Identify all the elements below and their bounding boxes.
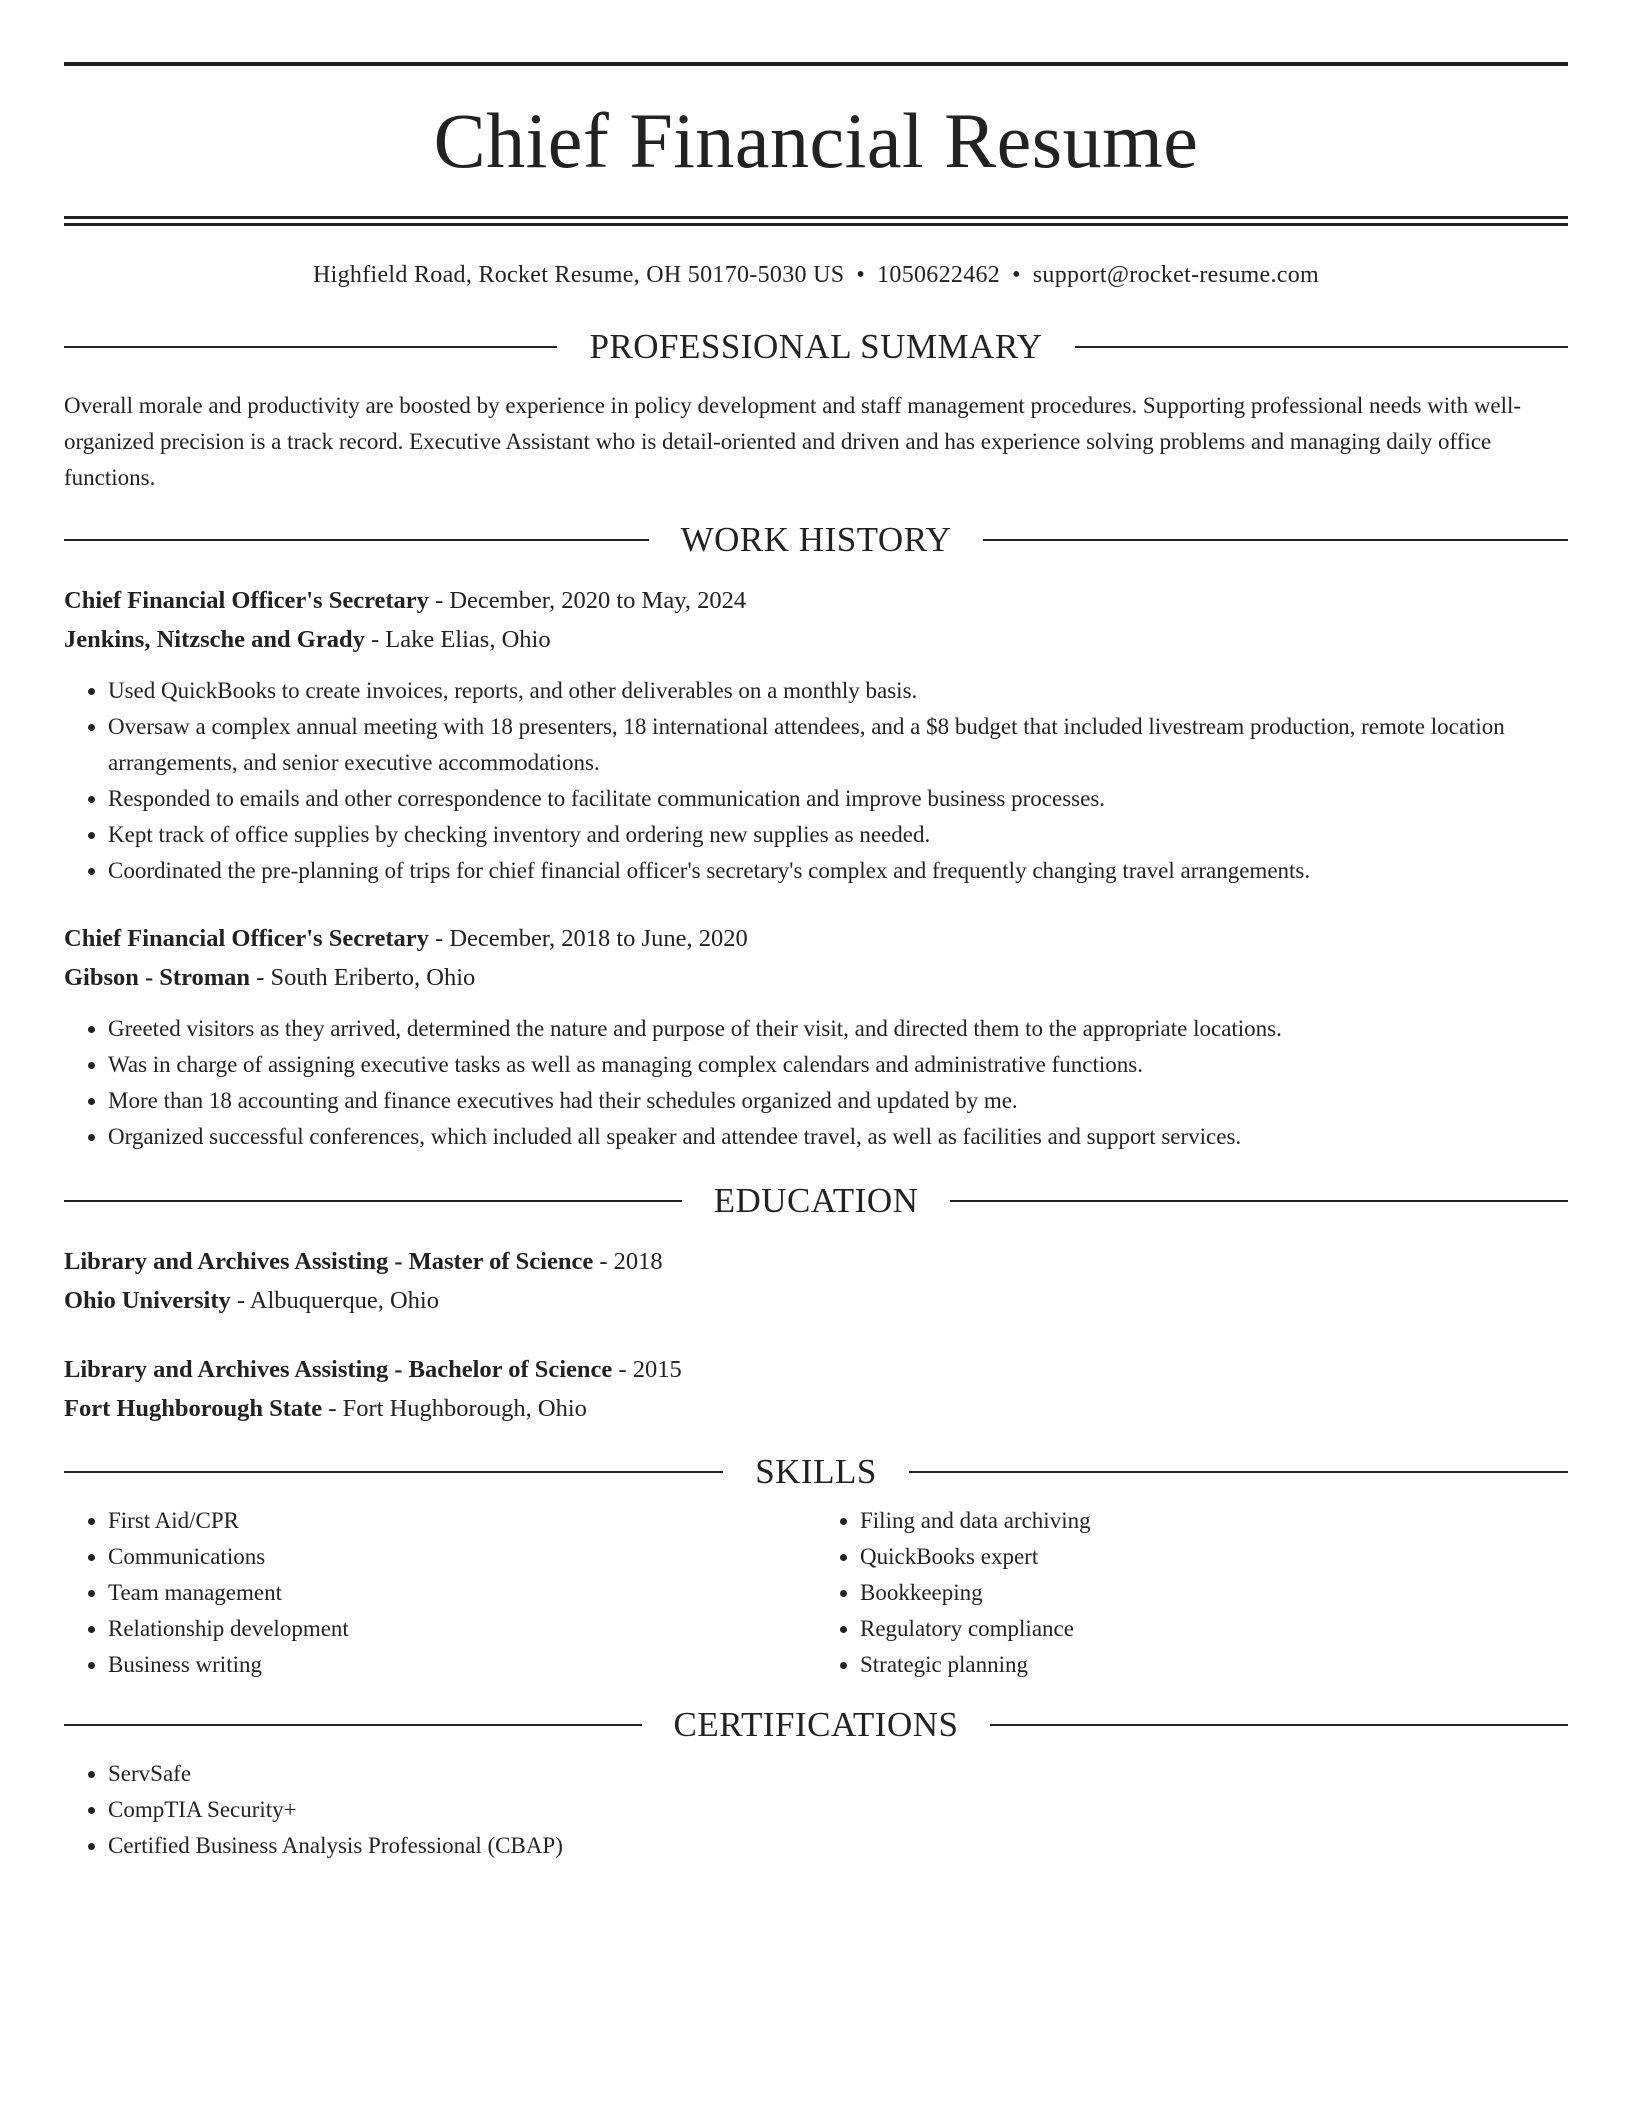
list-item: • Was in charge of assigning executive tasks as well as managing complex calendars and administrative functions.: [108, 1047, 1568, 1083]
list-item: • Greeted visitors as they arrived, determined the nature and purpose of their visit, and directed them to the appropriate locations.: [108, 1011, 1568, 1047]
skills-columns: [64, 1503, 1568, 1683]
list-item: • Kept track of office supplies by checking inventory and ordering new supplies as needed.: [108, 817, 1568, 853]
degree-year: - 2015: [612, 1356, 682, 1383]
school-location: - Albuquerque, Ohio: [230, 1287, 439, 1314]
school: Fort Hughborough State: [64, 1395, 323, 1422]
degree-line: [64, 1242, 1568, 1281]
list-item: • Communications: [108, 1539, 816, 1575]
section-heading-education: [64, 1183, 1568, 1218]
school-line: [64, 1281, 1568, 1320]
certifications-list: [64, 1756, 1568, 1864]
job-title: Chief Financial Officer's Secretary: [64, 925, 429, 952]
list-item: • Filing and data archiving: [860, 1503, 1568, 1539]
top-rule: [64, 62, 1568, 66]
job-title-line: [64, 919, 1568, 958]
title-double-rule: [64, 216, 1568, 226]
heading-rule: [950, 1200, 1568, 1202]
list-item: • More than 18 accounting and finance executives had their schedules organized and updated by me.: [108, 1083, 1568, 1119]
section-title: PROFESSIONAL SUMMARY: [589, 327, 1043, 366]
job-company: Gibson - Stroman: [64, 964, 251, 991]
list-item: • Used QuickBooks to create invoices, reports, and other deliverables on a monthly basis.: [108, 673, 1568, 709]
section-heading-certifications: [64, 1707, 1568, 1742]
list-item: • Strategic planning: [860, 1647, 1568, 1683]
list-item: • Regulatory compliance: [860, 1611, 1568, 1647]
job-company-line: [64, 620, 1568, 659]
list-item: • Relationship development: [108, 1611, 816, 1647]
contact-email: support@rocket-resume.com: [1032, 262, 1319, 288]
job-bullets: [64, 1011, 1568, 1155]
skills-list-right: [816, 1503, 1568, 1683]
contact-address: Highfield Road, Rocket Resume, OH 50170-5030 US: [313, 262, 845, 288]
heading-rule: [64, 539, 649, 541]
list-item: • Certified Business Analysis Professional (CBAP): [108, 1828, 1568, 1864]
job-location: - Lake Elias, Ohio: [364, 626, 551, 653]
list-item: • CompTIA Security+: [108, 1792, 1568, 1828]
school-location: - Fort Hughborough, Ohio: [322, 1395, 587, 1422]
resume-title: Chief Financial Resume: [433, 97, 1199, 184]
section-heading-skills: [64, 1454, 1568, 1489]
heading-rule: [983, 539, 1568, 541]
contact-line: [64, 262, 1568, 289]
school: Ohio University: [64, 1287, 231, 1314]
education-entry: [64, 1242, 1568, 1320]
degree-year: - 2018: [593, 1248, 663, 1275]
job-bullets: [64, 673, 1568, 889]
heading-rule: [64, 1724, 642, 1726]
job-dates: - December, 2020 to May, 2024: [428, 587, 747, 614]
list-item: • Coordinated the pre-planning of trips for chief financial officer's secretary's complex and frequently changing travel arrangements.: [108, 853, 1568, 889]
job-company-line: [64, 958, 1568, 997]
list-item: • Organized successful conferences, which included all speaker and attendee travel, as well as facilities and support services.: [108, 1119, 1568, 1155]
list-item: • ServSafe: [108, 1756, 1568, 1792]
heading-rule: [64, 346, 557, 348]
section-heading-work-history: [64, 522, 1568, 557]
job-entry: [64, 581, 1568, 889]
job-dates: - December, 2018 to June, 2020: [428, 925, 748, 952]
contact-separator: •: [1012, 262, 1021, 288]
list-item: • QuickBooks expert: [860, 1539, 1568, 1575]
job-location: - South Eriberto, Ohio: [250, 964, 476, 991]
degree: Library and Archives Assisting - Bachelor of Science: [64, 1356, 613, 1383]
heading-rule: [909, 1471, 1568, 1473]
contact-separator: •: [856, 262, 866, 288]
job-title: Chief Financial Officer's Secretary: [64, 587, 429, 614]
job-company: Jenkins, Nitzsche and Grady: [64, 626, 365, 653]
summary-text: Overall morale and productivity are boosted by experience in policy development and staff management procedures. Supporting professional needs with well-organized precision is a track record. Executive Assistant who is detail-oriented and driven and has experience solving problems and managing daily office functions.: [64, 393, 1522, 490]
contact-phone: 1050622462: [877, 262, 1001, 288]
degree-line: [64, 1350, 1568, 1389]
section-title: CERTIFICATIONS: [673, 1705, 959, 1744]
heading-rule: [1075, 346, 1568, 348]
list-item: • Business writing: [108, 1647, 816, 1683]
section-title: WORK HISTORY: [680, 520, 952, 559]
heading-rule: [64, 1471, 723, 1473]
education-entry: [64, 1350, 1568, 1428]
section-title: EDUCATION: [713, 1181, 919, 1220]
section-heading-summary: [64, 329, 1568, 364]
heading-rule: [64, 1200, 682, 1202]
heading-rule: [990, 1724, 1568, 1726]
section-title: SKILLS: [755, 1452, 877, 1491]
job-title-line: [64, 581, 1568, 620]
list-item: • Responded to emails and other correspondence to facilitate communication and improve business processes.: [108, 781, 1568, 817]
list-item: • Team management: [108, 1575, 816, 1611]
job-entry: [64, 919, 1568, 1155]
school-line: [64, 1389, 1568, 1428]
list-item: • Bookkeeping: [860, 1575, 1568, 1611]
list-item: • Oversaw a complex annual meeting with 18 presenters, 18 international attendees, and a $8 budget that included livestream production, remote location arrangements, and senior executive accommodations.: [108, 709, 1568, 781]
skills-list-left: [64, 1503, 816, 1683]
list-item: • First Aid/CPR: [108, 1503, 816, 1539]
degree: Library and Archives Assisting - Master of Science: [64, 1248, 594, 1275]
